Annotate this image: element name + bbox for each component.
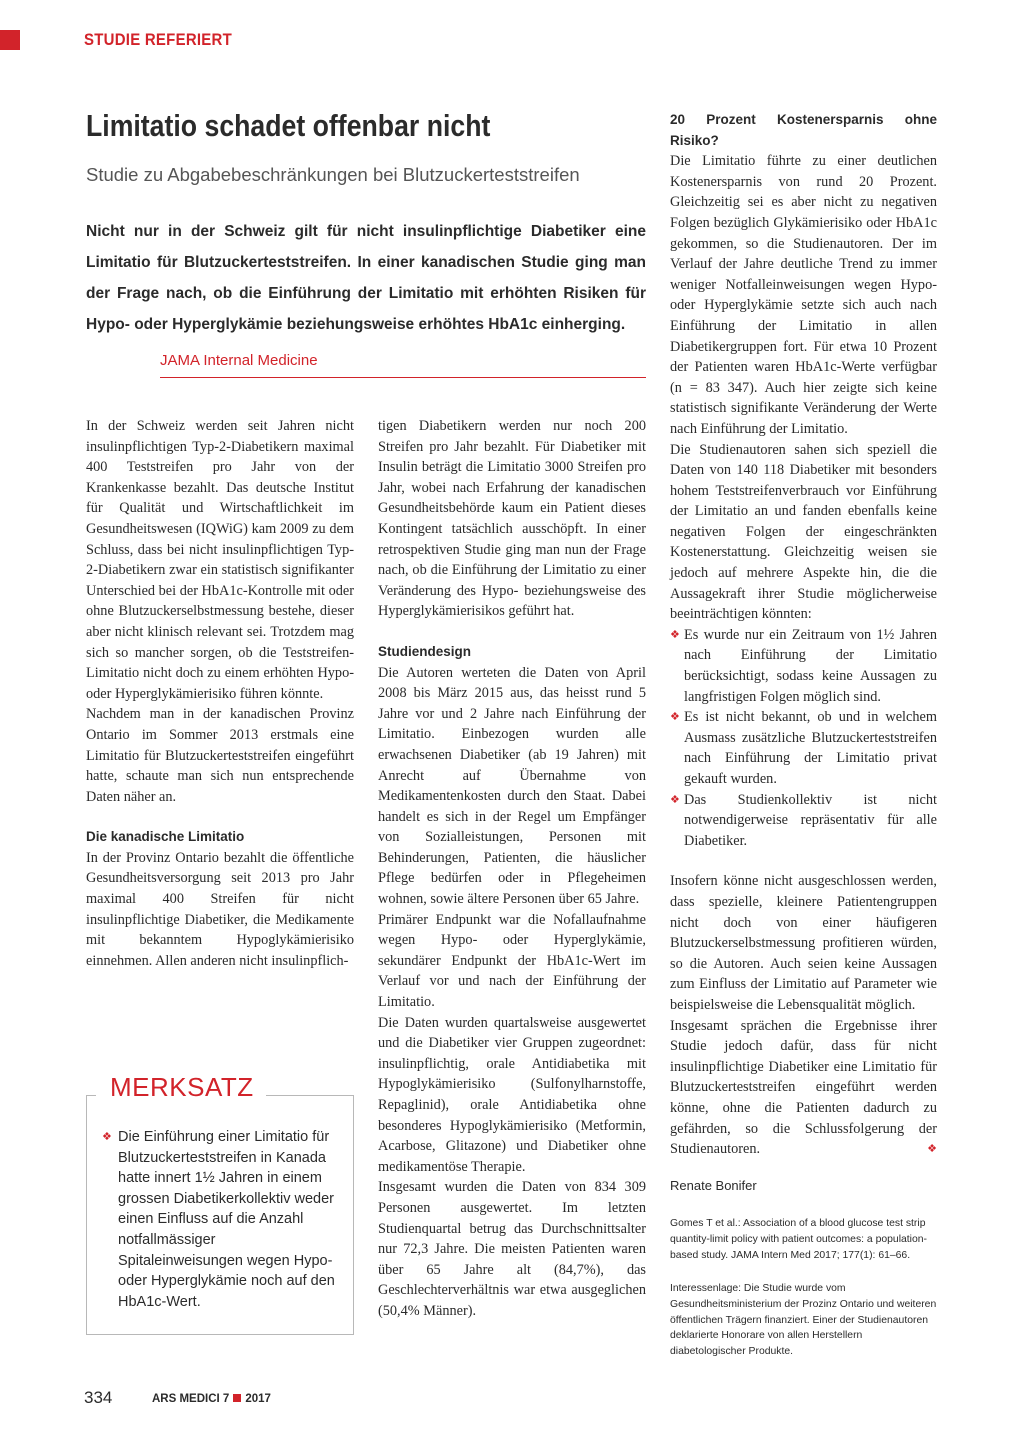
- section-heading: Studiendesign: [378, 643, 472, 659]
- list-item: ❖ Das Studienkollektiv ist nicht notwendigerweise repräsentativ für alle Diabetiker.: [670, 790, 937, 852]
- publication-footer: [152, 1393, 271, 1405]
- author-name: Renate Bonifer: [670, 1178, 757, 1193]
- diamond-bullet-icon: ❖: [670, 711, 680, 724]
- publication-name: ARS MEDICI 7: [152, 1393, 230, 1405]
- section-marker-square: [0, 30, 20, 50]
- section-heading: Die kanadische Limitatio: [86, 829, 245, 845]
- list-item: ❖ Es ist nicht bekannt, ob und in welchem Ausmass zusätzliche Blutzuckerteststreifen nach Einführung der Limitatio privat gekauft wurden.: [670, 707, 937, 789]
- paragraph: Die Limitatio führte zu einer deutlichen Kostenersparnis von rund 20 Prozent. Gleichzeitig sei es aber nicht zu negativen Folgen bezüglich Glykämierisiko oder HbA1c gekommen, so die Studienautoren. Der im Verlauf der Jahre deutliche Trend zu immer weniger Notfalleinweisungen wegen Hypo- oder Hyperglykämie setzte sich auch nach Einführung der Limitatio in allen Diabetikergruppen fort. Für etwa 10 Prozent der Patienten waren HbA1c-Werte verfügbar (n = 83 347). Auch hier zeigte sich keine statistisch signifikante Veränderung der Werte nach Einführung der Limitatio.: [670, 153, 937, 437]
- diamond-end-icon: ❖: [927, 1143, 937, 1156]
- diamond-bullet-icon: ❖: [670, 628, 680, 641]
- diamond-bullet-icon: ❖: [670, 793, 680, 806]
- text-column-1: [86, 416, 354, 971]
- article-lead: Nicht nur in der Schweiz gilt für nicht insulinpflichtige Diabetiker eine Limitatio für Blutzuckerteststreifen. In einer kanadischen Studie ging man der Frage nach, ob die Einführung der Limitatio mit erhöhten Risiken für Hypo- oder Hyperglykämie beziehungsweise erhöhtes HbA1c einherging.: [86, 223, 646, 333]
- publication-year: 2017: [245, 1393, 271, 1405]
- conflict-of-interest: Interessenlage: Die Studie wurde vom Gesundheitsministerium der Prozinz Ontario und weiteren öffentlichen Trägern finanziert. Einer der Studienautoren deklarierte Honorare von allen Herstellern diabetologischer Produkte.: [670, 1283, 937, 1358]
- paragraph: Die Daten wurden quartalsweise ausgewertet und die Diabetiker vier Gruppen zugeordnet: insulinpflichtig, orale Antidiabetika mit Hypoglykämierisiko (Sulfonylharnstoffe, Repaglinid), orale Antidiabetika ohne besonderes Hypoglykämierisiko (Metformin, Acarbose, Glitazone) und Diabetiker ohne medikamentöse Therapie.: [378, 1014, 646, 1175]
- article-subtitle: Studie zu Abgabebeschränkungen bei Blutzuckerteststreifen: [86, 164, 580, 185]
- section-label: STUDIE REFERIERT: [84, 30, 233, 49]
- paragraph: Nachdem man in der kanadischen Provinz Ontario im Sommer 2013 erstmals eine Limitatio für Blutzuckerteststreifen eingeführt hatte, schaute man sich nun entsprechende Daten näher an.: [86, 706, 354, 805]
- section-heading: 20 Prozent Kostenersparnis ohne Risiko?: [670, 112, 937, 148]
- paragraph: In der Schweiz werden seit Jahren nicht insulinpflichtigen Typ-2-Diabetikern maximal 400 Teststreifen pro Jahr von der Krankenkasse bezahlt. Das deutsche Institut für Qualität und Wirtschaftlichkeit im Gesundheitswesen (IQWiG) kam 2009 zu dem Schluss, dass bei nicht insulinpflichtigen Typ-2-Diabetikern zwar ein statistisch signifikanter Unterschied bei der HbA1c-Kontrolle mit oder ohne Blutzuckerselbstmessung bestehe, dieser aber nicht klinisch relevant sei. Trotzdem mag sich so mancher sorgen, ob die Teststreifen-Limitatio nicht doch zu einem erhöhten Hypo- oder Hyperglykämierisiko führen könnte.: [86, 418, 354, 702]
- page-number: 334: [84, 1388, 113, 1407]
- paragraph: In der Provinz Ontario bezahlt die öffentliche Gesundheitsversorgung seit 2013 pro Jahr maximal 400 Streifen für nicht insulinpflichtige Diabetiker, die Medikamente mit bekanntem Hypoglykämierisiko einnehmen. Allen anderen nicht insulinpflich-: [86, 849, 354, 969]
- merksatz-title: MERKSATZ: [110, 1072, 254, 1102]
- reference: Gomes T et al.: Association of a blood glucose test strip quantity-limit policy with patient outcomes: a population-based study. JAMA Intern Med 2017; 177(1): 61–66.: [670, 1218, 928, 1261]
- journal-source: JAMA Internal Medicine: [160, 352, 318, 369]
- paragraph: Die Autoren werteten die Daten von April 2008 bis März 2015 aus, das heisst rund 5 Jahre vor und 2 Jahre nach Einführung der Limitatio. Einbezogen wurden alle erwachsenen Diabetiker (ab 19 Jahren) mit Anrecht auf Übernahme von Medikamentenkosten durch den Staat. Dabei handelt es sich in der Regel um Empfänger von Sozialleistungen, Personen mit Behinderungen, Patienten, die häuslicher Pflege bedürfen oder in Pflegeheimen wohnen, sowie ältere Personen über 65 Jahre.: [378, 664, 646, 908]
- article-title: Limitatio schadet offenbar nicht: [86, 108, 491, 143]
- merksatz-body: [102, 1127, 342, 1312]
- footer-square-icon: [233, 1394, 241, 1402]
- text-column-2: [378, 416, 646, 1322]
- paragraph: tigen Diabetikern werden nur noch 200 Streifen pro Jahr bezahlt. Für Diabetiker mit Insulin beträgt die Limitatio 3000 Streifen pro Jahr, wobei nach Erfahrung der kanadischen Gesundheitsbehörde kaum ein Patient dieses Kontingent tatsächlich ausschöpft. In einer retrospektiven Studie ging man nun der Frage nach, ob die Einführung der Limitatio zu einer Veränderung des Hypo- beziehungsweise des Hyperglykämierisikos geführt hat.: [378, 418, 646, 620]
- merksatz-text: Die Einführung einer Limitatio für Blutzuckerteststreifen in Kanada hatte innert 1½ Jahren in einem grossen Diabetikerkollektiv weder einen Einfluss auf die Anzahl notfallmässiger Spitaleinweisungen wegen Hypo- oder Hyperglykämie noch auf den HbA1c-Wert.: [118, 1129, 335, 1310]
- paragraph: Die Studienautoren sahen sich speziell die Daten von 140 118 Diabetiker mit besonders hohem Teststreifenverbrauch vor Einführung der Limitatio an und fanden ebenfalls keine negativen Folgen der eingeschränkten Kostenerstattung. Gleichzeitig weisen sie jedoch auf mehrere Aspekte hin, die die Aussagekraft ihrer Studie möglicherweise beeinträchtigen könnten:: [670, 441, 937, 623]
- paragraph: Primärer Endpunkt war die Nofallaufnahme wegen Hypo- oder Hyperglykämie, sekundärer Endpunkt der HbA1c-Wert im Verlauf vor und nach der Einführung der Limitatio.: [378, 911, 646, 1011]
- paragraph: Insgesamt wurden die Daten von 834 309 Personen ausgewertet. Im letzten Studienquartal betrug das Durchschnittsalter nur 72,3 Jahre. Die meisten Patienten waren über 65 Jahre alt (84,7%), das Geschlechterverhältnis war etwa ausgeglichen (50,4% Männer).: [378, 1179, 646, 1319]
- journal-divider: [160, 377, 646, 378]
- text-column-3: [670, 110, 937, 1160]
- paragraph: Insofern könne nicht ausgeschlossen werden, dass spezielle, kleinere Patientengruppen nicht doch von einer häufigeren Blutzuckerselbstmessung profitieren würden, so die Autoren. Auch seien keine Aussagen zum Einfluss der Limitatio auf Parameter wie beispielsweise die Lebensqualität möglich.: [670, 873, 937, 1013]
- list-item: ❖ Es wurde nur ein Zeitraum von 1½ Jahren nach Einführung der Limitatio berücksichtigt, sodass keine Aussagen zu langfristigen Folgen möglich sind.: [670, 625, 937, 707]
- paragraph: Insgesamt sprächen die Ergebnisse ihrer Studie jedoch dafür, dass für nicht insulinpflichtige Diabetiker eine Limitatio für Blutzuckerteststreifen eingeführt werden könne, ohne die Patienten dadurch zu gefährden, so die Schlussfolgerung der Studienautoren. ❖: [670, 1016, 937, 1160]
- diamond-bullet-icon: ❖: [102, 1131, 112, 1143]
